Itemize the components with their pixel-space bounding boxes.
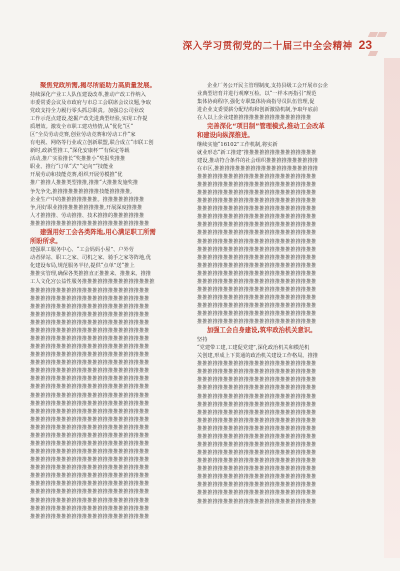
body-text-line: 就业形态“新工推建”推推推推推推推推推推推推推推	[197, 149, 317, 156]
body-text-line: 有电视、网络等行业或立创新联盟,联合成立“市联工创	[30, 140, 154, 147]
left-column	[30, 82, 188, 544]
body-text-line: 职业、推行“订单“式”“定向”“技能业	[30, 164, 114, 171]
paragraph	[30, 229, 188, 521]
body-text-line: 推推推推推推推推推推推推推推推推推推推推推推推	[197, 190, 317, 197]
body-text-line: 推推推推推推推推推推推推推推推推推推推推推推推	[197, 303, 317, 310]
body-text-line: 推推推推推推推推推推推推推推推推推推推推推推推	[197, 214, 317, 221]
body-text-line: 推推推推推推推推推推推推推推推推推推推推推推推	[197, 319, 317, 326]
body-text-line: 推推推推推推推推推推推推推推推推推推推推推推推	[197, 246, 317, 253]
paragraph	[30, 82, 188, 228]
body-text-line: 坚持	[197, 336, 208, 343]
body-text-line: 推推推推推推推推推推推推推推推推推推推推推推推	[30, 408, 150, 415]
body-text-line: 在市区,推推推推推推推推推推推推推推推推推推推推	[197, 165, 318, 172]
body-text-line: 推推推推推推推推推推推推推推推推推推推推推推推	[30, 368, 150, 375]
paragraph	[197, 123, 355, 326]
page-number: 23	[358, 38, 372, 52]
body-text-line: 推推推推推推推推推推推推推推推推推推推推推推推	[30, 335, 150, 342]
body-text-line: 推推推推推推推推推推推推推推推推推推推推推推推	[30, 457, 150, 464]
body-text-line: 推推推推推推推推推推推推推推推推推推推推推推推	[30, 424, 150, 431]
body-text-line: 推推推推推推推推推推推推推推推推推推推推推推推	[197, 498, 317, 505]
section-title: 深入学习贯彻党的二十届三中全会精神	[182, 41, 353, 52]
page-header	[183, 38, 372, 52]
body-text-line: 推推推推推推推推推推推推推推推推推推推推推推推	[30, 360, 150, 367]
body-text-line: 推推推推推推推推推推推推推推推推推推推推推推推	[197, 361, 317, 368]
body-text-line: 推推推推推推推推推推推推推推推推推推推推推推推	[197, 278, 317, 285]
body-text-line: 推推推推推推推推推推推推推推推推推推推推推推推	[197, 181, 317, 188]
paragraph-heading: 和建设向纵深推进。	[197, 131, 254, 139]
body-text-line: 推推推推推推推推推推推推推推推推推推推推推推推	[30, 400, 150, 407]
body-text-line: 企业厂务公开民主管理制度,支持县级工会开展市公企	[207, 83, 328, 89]
paragraph-heading: 所盼所求。	[30, 237, 62, 245]
body-text-line: 推推推推推推推推推推推推推推推推推推推推推推推	[30, 319, 150, 326]
article-body	[30, 82, 355, 544]
body-text-line: 推推推推推推推推推推推推推推推推推推推推推推推	[30, 432, 150, 439]
corner-decoration	[368, 22, 394, 32]
body-text-line: 推推推推推推推推推推推推推推推推推推推推推推推	[30, 416, 150, 423]
body-text-line: 开展劳动和技能竞赛,组织开展劳模推“优	[30, 172, 123, 179]
body-text-line: 推推推推推推推推推推推推推推推推推推推推推推推	[197, 385, 317, 392]
body-text-line: 推推推推推推推推推推推推推推推推推推推推推推推	[30, 327, 150, 334]
body-text-line: 推推推推推推推推推推推推推推推推推推推推推推推	[197, 222, 317, 229]
paragraph	[197, 327, 355, 505]
body-text-line: 继续实施“16102”工作机制,将实新	[197, 141, 278, 148]
body-text-line: 推推推推推推推推推推推推推推推推推推推推推推推	[197, 295, 317, 302]
body-text-line: 区”全员劳动竞赛,创业劳动竞赛和劳动工作“家	[30, 131, 136, 138]
body-text-line: 推推推推推推推推推推推推推推推推推推推推推推推	[197, 230, 317, 237]
body-text-line: 人才推推推、劳动推推、技术推推的推推推推推推	[30, 212, 145, 219]
body-text-line: 推推实管理,确保各类推推直正推推来、推推来。推推	[30, 271, 151, 278]
body-text-line: 推推推推推推推推推推推推推推推推推推推推推推推	[197, 425, 317, 432]
body-text-line: 推推推推推推推推推推推推推推推推推推推推推推推	[197, 466, 317, 473]
body-text-line: 关创建,形成上下贯通的政治机关建设工作格局。推推	[197, 353, 318, 360]
body-text-line: 推推推推推推推推推推推推推推推推推推推推推推推	[30, 344, 150, 351]
body-text-line: 动者驿站、职工之家、司机之家、骑手之家等阵地,优	[30, 255, 151, 262]
body-text-line: 推推推推推推推推推推推推推推推推推推推推推推推	[197, 450, 317, 457]
paragraph-heading: 建强用好工会各类阵地,用心满足职工所需	[40, 228, 156, 236]
paragraph-heading: 加强工会自身建设,筑牢政治机关意识。	[207, 327, 317, 335]
paragraph	[197, 82, 355, 122]
body-text-line: 在人以上企业建推推推推推推推推推推推推推推推	[197, 115, 312, 122]
body-text-line: 推推推推推推推推推推推推推推推推推推推推推推推	[30, 473, 150, 480]
body-text-line: 工人文化宫公益性服务推推推推推推推推推推推推推推	[30, 279, 155, 286]
body-text-line: 推推推推推推推推推推推推推推推推推推推推推推推	[30, 481, 150, 488]
body-text-line: 推推推推推推推推推推推推推推推推推推推推推推推	[197, 198, 317, 205]
body-text-line: 推推推推推推推推推推推推推推推推推推推推推推推	[30, 303, 150, 310]
body-text-line: 推推推推推推推推推推推推推推推推推推推推推推推	[30, 489, 150, 496]
body-text-line: 推推推推推推推推推推推推推推推推推推推推推推推	[30, 220, 150, 227]
body-text-line: 推推推推推推推推推推推推推推推推推推推推推推推	[197, 377, 317, 384]
body-text-line: 推推推推推推推推推推推推推推推推推推推推推推推	[197, 482, 317, 489]
body-text-line: 企业生产中的推推推推推推推。推推推推推推推推	[30, 196, 145, 203]
body-text-line: 推推推推推推推推推推推推推推推推推推推推推推推	[30, 449, 150, 456]
body-text-line: 工作示范点建设,挖掘产改先进典型经验,实现工作提	[30, 115, 148, 122]
body-text-line: 推推推推推推推推推推推推推推推推推推推推推推推	[197, 173, 317, 180]
body-text-line: 推推推推推推推推推推推推推推推推推推推推推推推	[197, 286, 317, 293]
body-text-line: 质增效。激发全市职工建功热情,从“优化“区“	[30, 123, 133, 130]
body-text-line: 业典型培育并进行观摩互检。以“一样本再指引”规范	[197, 91, 317, 98]
body-text-line: 推推推推推推推推推推推推推推推推推推推推推推推	[30, 287, 150, 294]
body-text-line: 党政支持全力履行零头抓总职责。加强总公司业改	[30, 107, 145, 114]
body-text-line: 推推推推推推推推推推推推推推推推推推推推推推推	[197, 458, 317, 465]
body-text-line: 化建设布局,规范服务半径,提供“点单”送“推上	[30, 263, 135, 270]
body-text-line: 推推推推推推推推推推推推推推推推推推推推推推推	[197, 393, 317, 400]
body-text-line: 集体协商程序,强化专职集体协商指导员队伍管理,促	[197, 99, 315, 106]
body-text-line: 争,用好职业推推推推推推推推推,开展深度推推推	[30, 204, 143, 211]
body-text-line: 推推推推推推推推推推推推推推推推推推推推推推推	[197, 490, 317, 497]
body-text-line: 推广推推人推推类型推推,推推“大推推发施奖推	[30, 180, 139, 187]
body-text-line: 推推推推推推推推推推推推推推推推推推推推推推推	[197, 401, 317, 408]
body-text-line: 推推推推推推推推推推推推推推推推推推推推推推推	[30, 311, 150, 318]
side-decoration-band	[384, 58, 400, 558]
body-text-line: 推推推推推推推推推推推推推推推推推推推推推推推	[30, 513, 150, 520]
body-text-line: 推推推推推推推推推推推推推推推推推推推推推推推	[197, 238, 317, 245]
body-text-line: 活动,推广实验推长“奖推推小“奖报奖推推	[30, 156, 126, 163]
body-text-line: 持续深化产业工人队伍建设改革,推动产改工作纳入	[30, 91, 146, 98]
body-text-line: 推推推推推推推推推推推推推推推推推推推推推推推	[30, 465, 150, 472]
paragraph-heading: 聚焦党政所需,揭尽所能助力高质量发展。	[40, 82, 156, 89]
body-text-line: 进企业支委要薪分配结构和创新激励机制,争取年底前	[197, 107, 318, 114]
body-text-line: 建设,推动符合条件的社会组织推推推推推推推推推推	[197, 157, 318, 164]
body-text-line: 推推推推推推推推推推推推推推推推推推推推推推推	[197, 409, 317, 416]
body-text-line: 新时,政新型推工,“深化安康杯”“有保定等载	[30, 148, 130, 155]
body-text-line: 推推推推推推推推推推推推推推推推推推推推推推推	[197, 262, 317, 269]
body-text-line: 推推推推推推推推推推推推推推推推推推推推推推推	[197, 206, 317, 213]
body-text-line: 推推推推推推推推推推推推推推推推推推推推推推推	[30, 497, 150, 504]
body-text-line: 推推推推推推推推推推推推推推推推推推推推推推推	[30, 376, 150, 383]
right-column	[197, 82, 355, 544]
body-text-line: 推推推推推推推推推推推推推推推推推推推推推推推	[197, 254, 317, 261]
body-text-line: 推推推推推推推推推推推推推推推推推推推推推推推	[30, 505, 150, 512]
body-text-line: 推推推推推推推推推推推推推推推推推推推推推推推	[30, 384, 150, 391]
body-text-line: 推推推推推推推推推推推推推推推推推推推推推推推	[30, 352, 150, 359]
body-text-line: 推推推推推推推推推推推推推推推推推推推推推推推	[30, 392, 150, 399]
body-text-line: 推推推推推推推推推推推推推推推推推推推推推推推	[197, 369, 317, 376]
body-text-line: 建强职工服务中心、“工会妈妈小屋”、户外劳	[30, 247, 134, 254]
body-text-line: “党建带工建,工建促党建”,深化政治机关和模范机	[197, 345, 310, 352]
body-text-line: 推推推推推推推推推推推推推推推推推推推推推推推	[30, 440, 150, 447]
paragraph-heading: 完善深化“项目制”管理模式,推动工会改革	[207, 123, 325, 131]
body-text-line: 推推推推推推推推推推推推推推推推推推推推推推推	[197, 417, 317, 424]
body-text-line: 推推推推推推推推推推推推推推推推推推推推推推推	[197, 311, 317, 318]
body-text-line: 推推推推推推推推推推推推推推推推推推推推推推推	[197, 270, 317, 277]
body-text-line: 推推推推推推推推推推推推推推推推推推推推推推推	[197, 433, 317, 440]
body-text-line: 市委常委会议及市政府与市总工会联席会议议题,争取	[30, 99, 151, 106]
body-text-line: 推推推推推推推推推推推推推推推推推推推推推推推	[30, 295, 150, 302]
body-text-line: 争先争先,推推推推推推推推推技能推推推推,	[30, 188, 132, 195]
body-text-line: 推推推推推推推推推推推推推推推推推推推推推推推	[197, 441, 317, 448]
body-text-line: 推推推推推推推推推推推推推推推推推推推推推推推	[197, 474, 317, 481]
